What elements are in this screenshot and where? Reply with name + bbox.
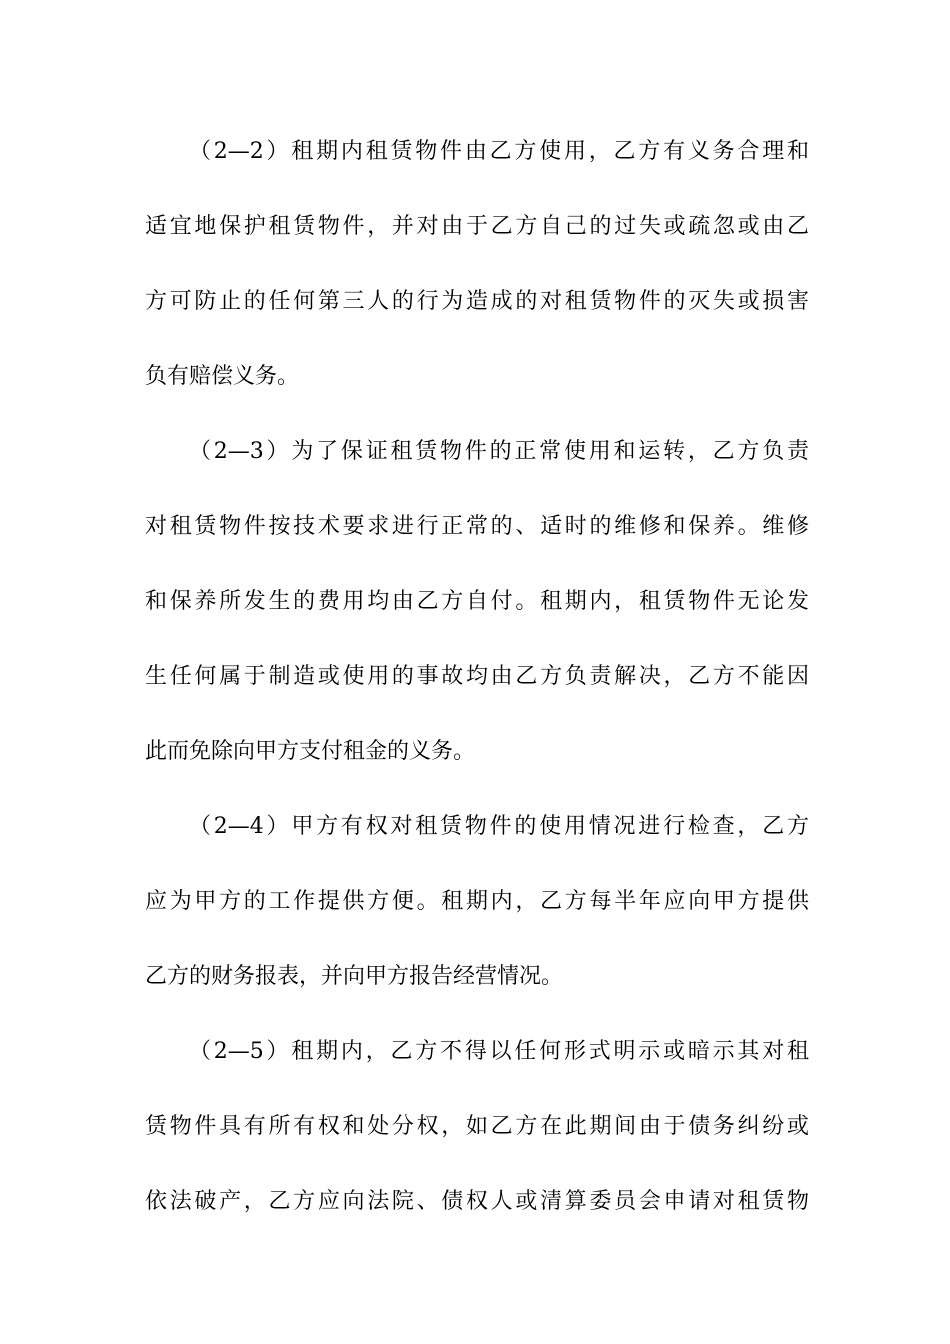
paragraph-2-5-line-2: 赁物件具有所有权和处分权，如乙方在此期间由于债务纠纷或 xyxy=(145,1114,809,1139)
paragraph-2-4-line-2: 应为甲方的工作提供方便。租期内，乙方每半年应向甲方提供 xyxy=(145,889,809,914)
paragraph-2-2-line-3: 方可防止的任何第三人的行为造成的对租赁物件的灭失或损害 xyxy=(145,289,809,314)
paragraph-2-2-line-2: 适宜地保护租赁物件，并对由于乙方自己的过失或疏忽或由乙 xyxy=(145,214,809,239)
paragraph-2-5-line-3: 依法破产，乙方应向法院、债权人或清算委员会申请对租赁物 xyxy=(145,1189,809,1214)
paragraph-2-3-line-4: 生任何属于制造或使用的事故均由乙方负责解决，乙方不能因 xyxy=(145,664,809,689)
paragraph-2-2-line-4: 负有赔偿义务。 xyxy=(145,364,300,389)
paragraph-2-3-line-3: 和保养所发生的费用均由乙方自付。租期内，租赁物件无论发 xyxy=(145,589,809,614)
paragraph-2-5-line-1: （2—5）租期内，乙方不得以任何形式明示或暗示其对租 xyxy=(189,1039,809,1064)
paragraph-2-3-line-5: 此而免除向甲方支付租金的义务。 xyxy=(145,739,476,764)
paragraph-2-3-line-2: 对租赁物件按技术要求进行正常的、适时的维修和保养。维修 xyxy=(145,514,809,539)
paragraph-2-2-line-1: （2—2）租期内租赁物件由乙方使用，乙方有义务合理和 xyxy=(189,139,809,164)
contract-text xyxy=(145,131,809,1256)
paragraph-2-4-line-3: 乙方的财务报表，并向甲方报告经营情况。 xyxy=(145,964,564,989)
paragraph-2-3-line-1: （2—3）为了保证租赁物件的正常使用和运转，乙方负责 xyxy=(189,439,809,464)
paragraph-2-4-line-1: （2—4）甲方有权对租赁物件的使用情况进行检查，乙方 xyxy=(189,814,809,839)
